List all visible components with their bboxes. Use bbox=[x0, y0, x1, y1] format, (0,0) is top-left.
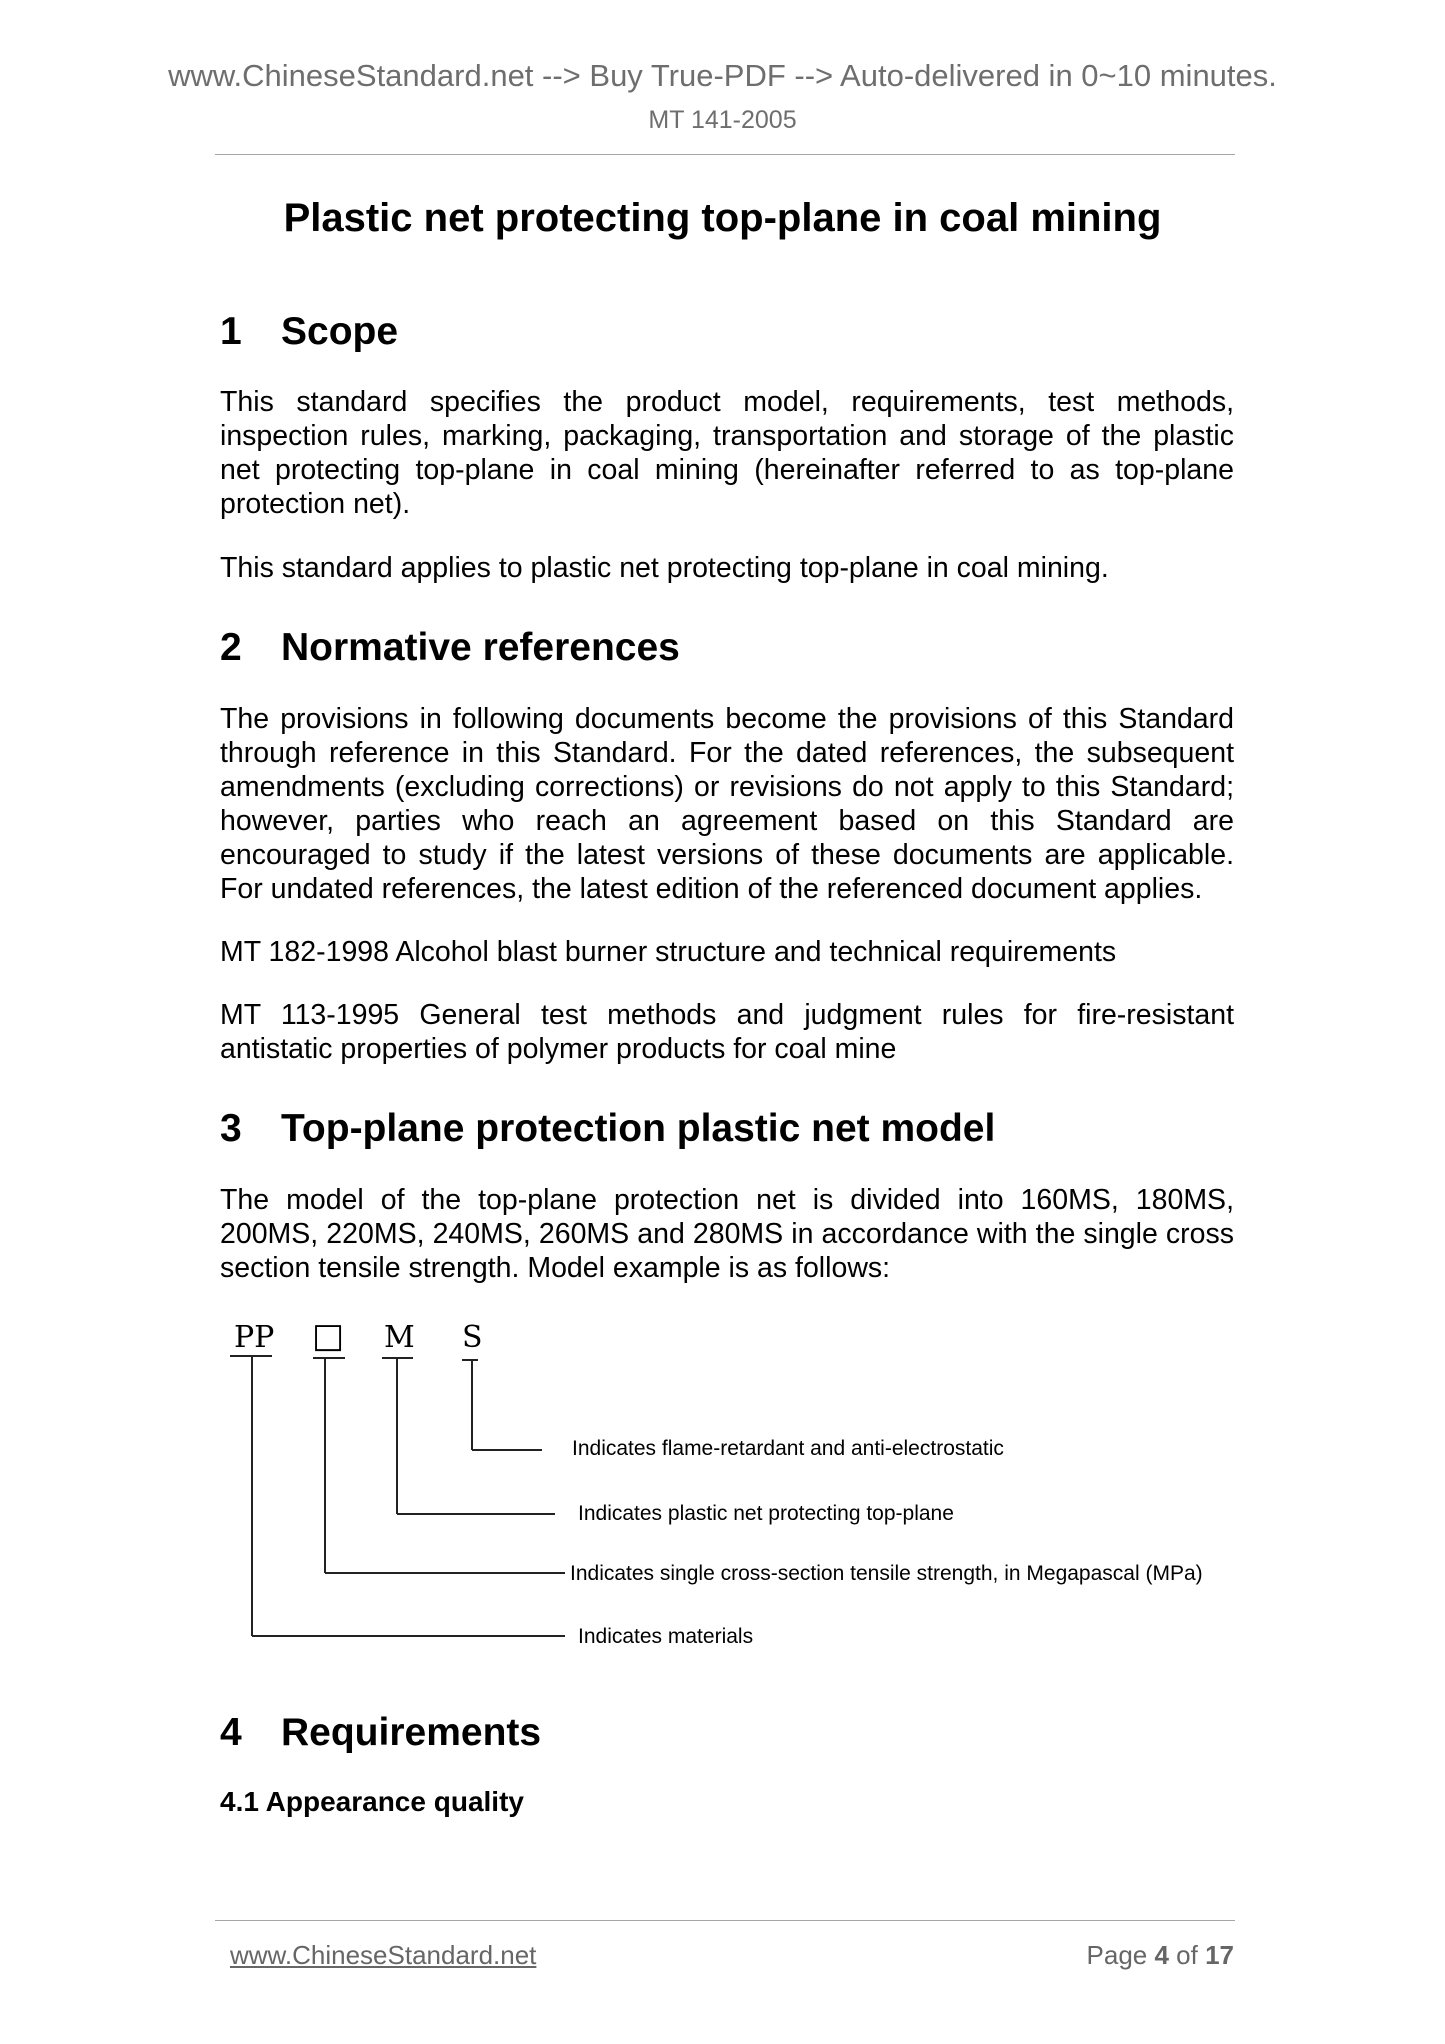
section-number: 1 bbox=[220, 310, 242, 353]
standard-number: MT 141-2005 bbox=[648, 106, 797, 134]
model-code-diagram bbox=[220, 1318, 1240, 1668]
section-title: Scope bbox=[281, 310, 399, 353]
annotation-flame-retardant: Indicates flame-retardant and anti-electrostatic bbox=[572, 1437, 1004, 1460]
section-heading-model bbox=[220, 1107, 995, 1151]
page-indicator bbox=[900, 1940, 1234, 1971]
section-number: 3 bbox=[220, 1107, 242, 1150]
diagram-connector-lines bbox=[220, 1318, 1240, 1668]
reference-item-1: MT 182-1998 Alcohol blast burner structure and technical requirements bbox=[220, 936, 1117, 968]
subsection-heading-appearance: 4.1 Appearance quality bbox=[220, 1786, 524, 1817]
page-total: 17 bbox=[1205, 1940, 1234, 1970]
footer-website-link[interactable]: www.ChineseStandard.net bbox=[230, 1940, 537, 1970]
code-m: M bbox=[384, 1320, 415, 1355]
page-separator: of bbox=[1168, 1940, 1206, 1970]
page-prefix: Page bbox=[1086, 1940, 1155, 1970]
section-number: 2 bbox=[220, 626, 242, 669]
scope-paragraph-2: This standard applies to plastic net protecting top-plane in coal mining. bbox=[220, 552, 1109, 584]
section-title: Top-plane protection plastic net model bbox=[281, 1107, 996, 1150]
annotation-materials: Indicates materials bbox=[578, 1625, 754, 1648]
code-box: □ bbox=[312, 1316, 345, 1356]
header-banner: www.ChineseStandard.net --> Buy True-PDF --> Auto-delivered in 0~10 minutes. bbox=[168, 58, 1277, 93]
annotation-plastic-net: Indicates plastic net protecting top-plane bbox=[578, 1502, 954, 1525]
section-heading-requirements bbox=[220, 1711, 541, 1755]
code-s: S bbox=[462, 1320, 483, 1355]
section-heading-normative bbox=[220, 626, 680, 670]
code-pp: PP bbox=[234, 1320, 275, 1355]
footer-divider bbox=[215, 1920, 1235, 1921]
page-current: 4 bbox=[1154, 1940, 1169, 1970]
section-heading-scope bbox=[220, 310, 398, 354]
section-title: Requirements bbox=[281, 1711, 542, 1754]
normative-paragraph: The provisions in following documents become the provisions of this Standard through reference in this Standard. For the dated references, the subsequent amendments (excluding corrections) or revisions do not apply to this Standard; however, parties who reach an agreement based on this Standard are encouraged to study if the latest versions of these documents are applicable. For undated references, the latest edition of the referenced document applies. bbox=[220, 703, 1234, 905]
header-divider bbox=[215, 154, 1235, 155]
annotation-tensile-strength: Indicates single cross-section tensile strength, in Megapascal (MPa) bbox=[570, 1562, 1203, 1585]
document-title: Plastic net protecting top-plane in coal mining bbox=[283, 196, 1162, 240]
scope-paragraph-1: This standard specifies the product model, requirements, test methods, inspection rules, marking, packaging, transportation and storage of the plastic net protecting top-plane in coal mining (hereinafter referred to as top-plane protection net). bbox=[220, 386, 1234, 520]
model-paragraph: The model of the top-plane protection net is divided into 160MS, 180MS, 200MS, 220MS, 240MS, 260MS and 280MS in accordance with the single cross section tensile strength. Model example is as follows: bbox=[220, 1184, 1234, 1284]
reference-item-2: MT 113-1995 General test methods and judgment rules for fire-resistant antistatic properties of polymer products for coal mine bbox=[220, 999, 1234, 1065]
section-number: 4 bbox=[220, 1711, 242, 1754]
section-title: Normative references bbox=[281, 626, 680, 669]
